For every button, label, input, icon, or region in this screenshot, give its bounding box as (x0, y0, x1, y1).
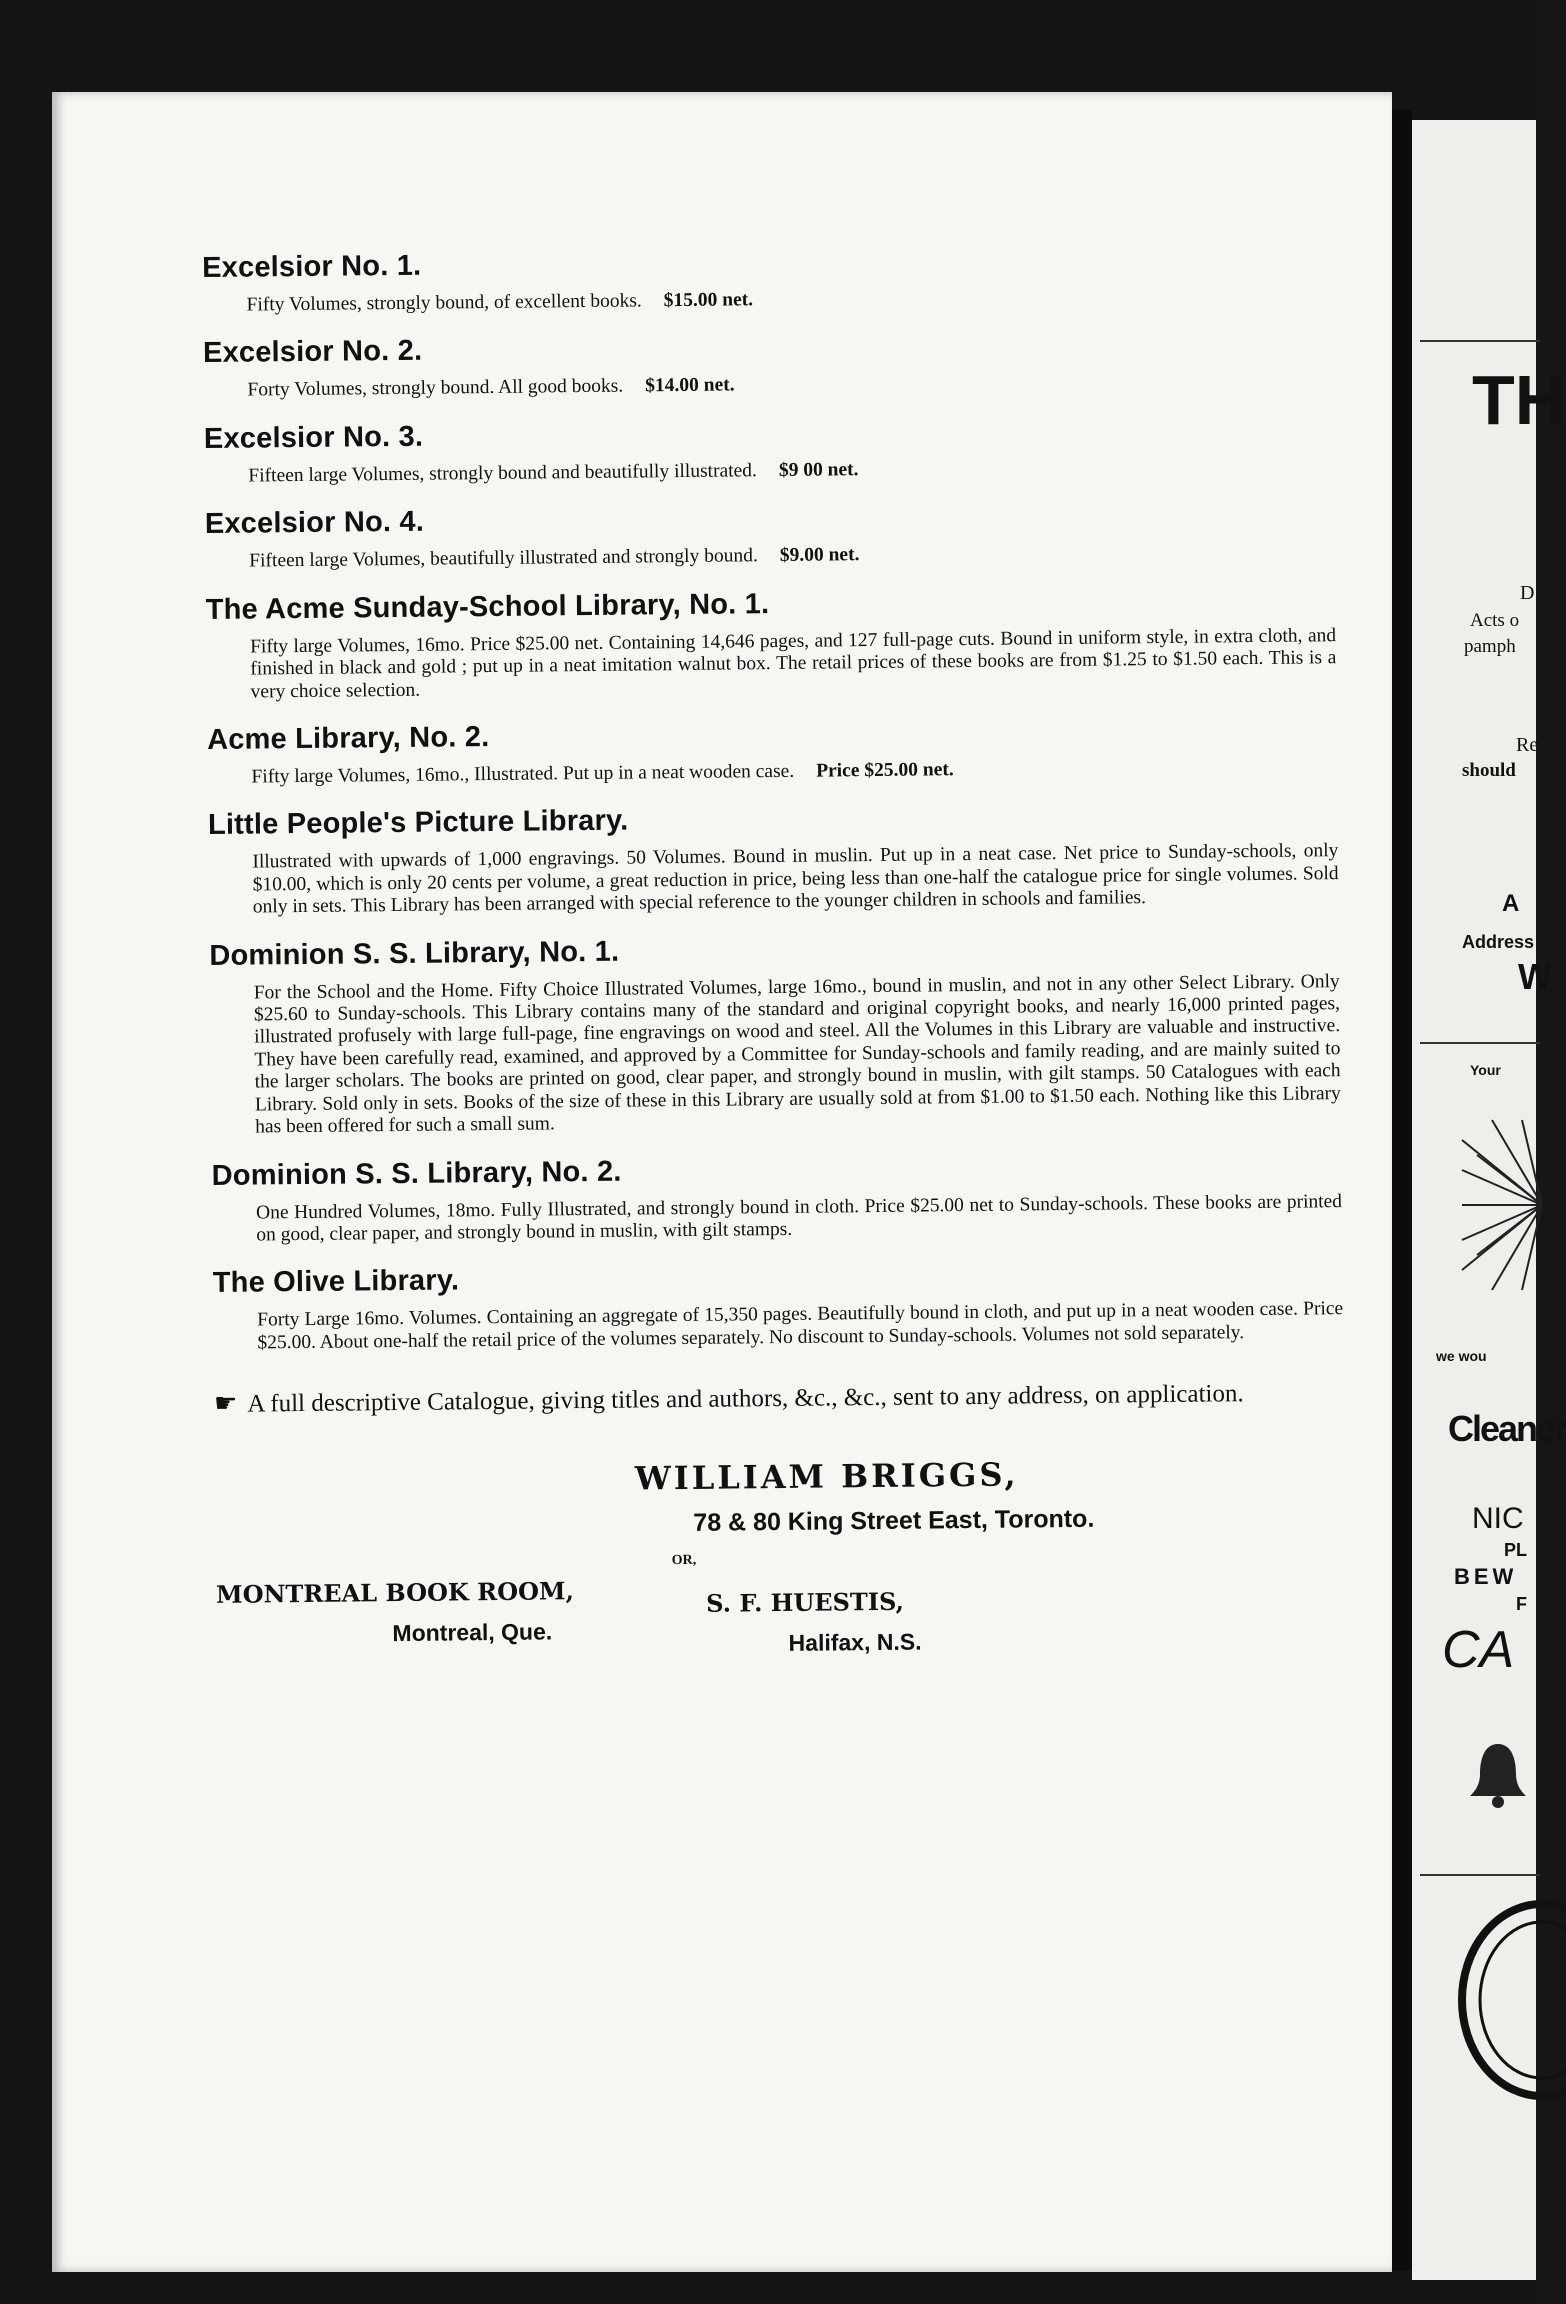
montreal-branch-name: MONTREAL BOOK ROOM, (215, 1575, 574, 1609)
entry-price: Price $25.00 net. (816, 759, 954, 782)
divider (1420, 1874, 1540, 1876)
entry-text: Fifty large Volumes, 16mo., Illustrated. Put up in a neat wooden case. (251, 760, 795, 788)
entry-price: $15.00 net. (663, 289, 754, 312)
or-separator: OR, (671, 1552, 697, 1568)
catalogue-content (202, 240, 1347, 1713)
entry-description (256, 1191, 1342, 1247)
entry-text: Fifty large Volumes, 16mo. Price $25.00 net. Containing 14,646 pages, and 127 full-page cuts. Bound in uniform style, in extra cloth, and finished in black and gold ; put up in a neat imitation walnut box. The retail prices of these books are from $1.25 to $1.50 each. This is a very choice selection. (250, 624, 1337, 703)
divider (1420, 1042, 1540, 1044)
entry-description (248, 454, 1334, 488)
entry-title: Dominion S. S. Library, No. 2. (211, 1155, 622, 1192)
entry-text: Illustrated with upwards of 1,000 engravings. 50 Volumes. Bound in muslin. Put up in a neat case. Net price to Sunday-schools, only $10.00, which is only 20 cents per volume, a great reduction in price, being less than one-half the catalogue price for single volumes. Sold only in sets. This Library has been arranged with special reference to the younger children in schools and families. (252, 840, 1339, 918)
right-text-fragment: Re (1516, 734, 1539, 756)
bell-icon (1468, 1740, 1528, 1810)
notice-text: A full descriptive Catalogue, giving titles and authors, &c., &c., sent to any address, on application. (247, 1380, 1244, 1418)
right-text-fragment: pamph (1464, 636, 1516, 657)
seal-emblem (1452, 1900, 1552, 2100)
entry-description (254, 971, 1342, 1139)
catalogue-entry (213, 1256, 1344, 1356)
catalogue-entry (209, 928, 1341, 1140)
publisher-name: WILLIAM BRIGGS, (634, 1455, 1019, 1498)
catalogue-entry (205, 496, 1336, 573)
publisher-imprint (215, 1442, 1348, 1714)
entry-text: Forty Volumes, strongly bound. All good books. (247, 376, 624, 401)
entry-text: Fifteen large Volumes, strongly bound and beautifully illustrated. (248, 460, 757, 487)
right-text-fragment: we wou (1436, 1348, 1487, 1364)
catalogue-entry (208, 798, 1339, 920)
right-text-fragment: BEW (1454, 1564, 1518, 1589)
entry-title: The Acme Sunday-School Library, No. 1. (205, 587, 770, 626)
entry-description (257, 1299, 1343, 1355)
entry-title: The Olive Library. (212, 1264, 460, 1300)
sunburst-illustration (1462, 1120, 1552, 1290)
entry-description (250, 625, 1337, 704)
entry-title: Excelsior No. 3. (203, 420, 424, 455)
entry-text: Fifty Volumes, strongly bound, of excellent books. (246, 290, 642, 316)
entry-text: Forty Large 16mo. Volumes. Containing an aggregate of 15,350 pages. Beautifully bound in cloth, and put up in a neat wooden case. Price $25.00. About one-half the retail price of the volumes separately. No discount to Sunday-schools. Volumes not sold separately. (257, 1298, 1344, 1354)
right-text-fragment: Cleaner (1448, 1408, 1566, 1449)
pointing-hand-icon: ☛ (213, 1388, 238, 1419)
right-text-fragment: Address (1462, 932, 1535, 952)
right-text-fragment: CA (1442, 1621, 1515, 1679)
entry-description (246, 283, 1332, 317)
catalogue-notice (214, 1373, 1344, 1423)
entry-title: Acme Library, No. 2. (206, 720, 490, 756)
right-text-fragment: Acts o (1470, 610, 1520, 631)
entry-title: Excelsior No. 1. (202, 249, 422, 284)
entry-description (251, 755, 1337, 789)
right-text-fragment: Your (1470, 1062, 1501, 1078)
catalogue-entry (207, 712, 1338, 789)
entry-price: $14.00 net. (645, 374, 735, 397)
catalogue-entry (202, 240, 1333, 317)
left-page (52, 92, 1392, 2272)
entry-title: Dominion S. S. Library, No. 1. (209, 935, 620, 972)
entry-description (249, 539, 1335, 573)
divider (1420, 340, 1540, 342)
right-heading-fragment: TH (1472, 361, 1566, 439)
entry-title: Excelsior No. 4. (204, 505, 425, 541)
halifax-branch-name: S. F. HUESTIS, (706, 1586, 904, 1618)
entry-text: For the School and the Home. Fifty Choice Illustrated Volumes, large 16mo., bound in muslin, and not in any other Select Library. Only $25.60 to Sunday-schools. This Library contains many of the standard and original copyright books, and nearly 16,000 printed pages, illustrated profusely with large full-page, fine engravings on wood and steel. All the Volumes in this Library are valuable and instructive. They have been carefully read, examined, and approved by a Committee for Sunday-schools and family reading, and are mainly suited to the larger scholars. The books are printed on good, clear paper, and strongly bound in muslin, with gilt stamps. 50 Catalogues with each Library. Sold only in sets. Books of the size of these in this Library are usually sold at from $1.00 to $1.50 each. Nothing like this Library has been offered for such a small sum. (253, 970, 1341, 1138)
right-text-fragment: D (1520, 582, 1535, 604)
right-page-fragment (1412, 120, 1566, 2280)
entry-title: Excelsior No. 2. (202, 335, 423, 370)
entry-title: Little People's Picture Library. (207, 804, 629, 842)
right-text-fragment: F (1516, 1594, 1527, 1614)
right-text-fragment: A (1502, 890, 1520, 917)
publisher-address: 78 & 80 King Street East, Toronto. (693, 1504, 1095, 1537)
montreal-branch-city: Montreal, Que. (392, 1617, 553, 1646)
halifax-branch-city: Halifax, N.S. (788, 1628, 922, 1656)
right-text-fragment: NIC (1472, 1502, 1524, 1535)
entry-text: One Hundred Volumes, 18mo. Fully Illustrated, and strongly bound in cloth. Price $25.00 net to Sunday-schools. These books are printed on good, clear paper, and strongly bound in muslin, with gilt stamps. (255, 1190, 1343, 1246)
entry-description (252, 841, 1339, 920)
catalogue-entry (212, 1148, 1343, 1248)
entry-price: $9 00 net. (778, 458, 859, 481)
entry-text: Fifteen large Volumes, beautifully illustrated and strongly bound. (249, 545, 758, 572)
entry-price: $9.00 net. (779, 544, 860, 567)
entry-description (247, 369, 1333, 403)
right-text-fragment: should (1462, 760, 1516, 781)
catalogue-entry (204, 411, 1335, 488)
catalogue-entry (206, 582, 1337, 704)
right-text-fragment: W (1518, 956, 1552, 997)
catalogue-entry (203, 326, 1334, 403)
book-gutter (1392, 110, 1412, 2270)
right-text-fragment: PL (1504, 1540, 1528, 1560)
